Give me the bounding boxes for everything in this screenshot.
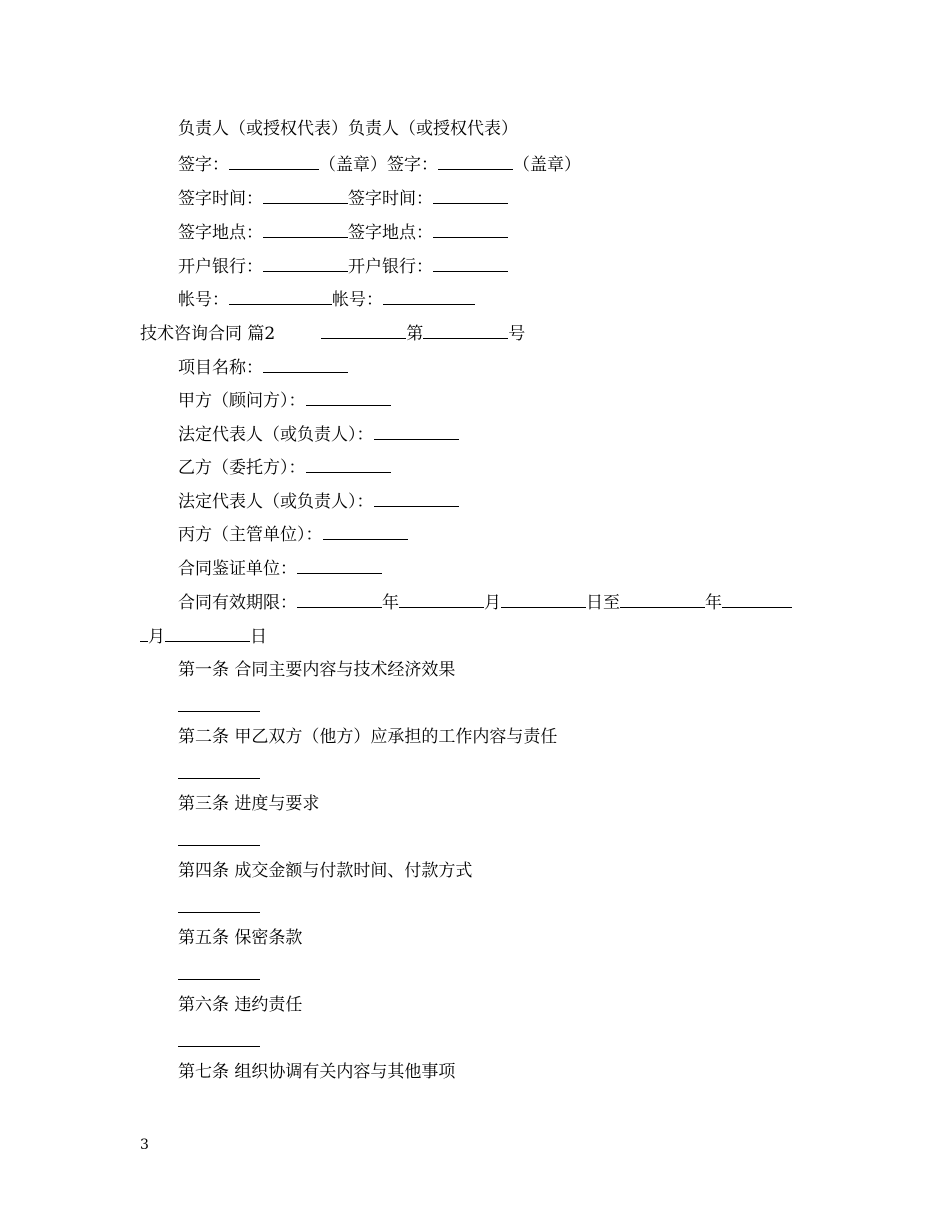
blank [323, 523, 408, 540]
party-a-label: 甲方（顾问方）： [178, 391, 306, 411]
blank [321, 322, 406, 339]
blank [165, 625, 250, 642]
month-2: 月 [148, 627, 165, 647]
blank [433, 221, 508, 238]
project-name-line [178, 356, 348, 378]
legal-rep-b-label: 法定代表人（或负责人）： [178, 492, 374, 512]
article-3-blank [178, 845, 260, 846]
legal-rep-a-label: 法定代表人（或负责人）： [178, 425, 374, 445]
blank [229, 288, 332, 305]
blank [140, 625, 148, 642]
project-name-label: 项目名称： [178, 358, 263, 378]
article-5 [178, 927, 302, 949]
article-3 [178, 793, 319, 815]
article-6-blank [178, 1046, 260, 1047]
year-1: 年 [382, 593, 399, 613]
month-1: 月 [484, 593, 501, 613]
time-label-b: 签字时间： [348, 189, 433, 209]
article-5-blank [178, 979, 260, 980]
article-7 [178, 1061, 455, 1083]
legal-rep-a-line [178, 423, 459, 445]
blank [501, 591, 586, 608]
blank [433, 255, 508, 272]
sign-line [178, 153, 581, 175]
blank [438, 153, 513, 170]
blank [620, 591, 705, 608]
validity-label: 合同有效期限： [178, 593, 297, 613]
blank [433, 187, 508, 204]
bank-label-b: 开户银行： [348, 257, 433, 277]
bank-line [178, 255, 508, 277]
account-label-a: 帐号： [178, 290, 229, 310]
article-4-blank [178, 912, 260, 913]
blank [423, 322, 508, 339]
day-2: 日 [250, 627, 267, 647]
validity-line-cont [140, 625, 267, 647]
responsible-line [178, 118, 518, 140]
verify-unit-line [178, 557, 382, 579]
time-label-a: 签字时间： [178, 189, 263, 209]
blank [297, 591, 382, 608]
validity-line [178, 591, 792, 613]
blank [263, 187, 348, 204]
article-1-text: 第一条 合同主要内容与技术经济效果 [178, 660, 456, 680]
article-7-text: 第七条 组织协调有关内容与其他事项 [178, 1062, 456, 1082]
article-6-text: 第六条 违约责任 [178, 995, 303, 1015]
sign-label-b: 签字： [387, 155, 438, 175]
legal-rep-b-line [178, 490, 459, 512]
blank [263, 356, 348, 373]
party-c-line [178, 523, 408, 545]
sign-time-line [178, 187, 508, 209]
article-1 [178, 659, 455, 681]
blank [374, 423, 459, 440]
article-3-text: 第三条 进度与要求 [178, 794, 320, 814]
article-1-blank [178, 711, 260, 712]
blank [722, 591, 792, 608]
article-2-text: 第二条 甲乙双方（他方）应承担的工作内容与责任 [178, 727, 558, 747]
article-4-text: 第四条 成交金额与付款时间、付款方式 [178, 861, 473, 881]
responsible-text: 负责人（或授权代表）负责人（或授权代表） [178, 119, 518, 139]
article-2 [178, 726, 557, 748]
party-a-line [178, 389, 391, 411]
article-5-text: 第五条 保密条款 [178, 928, 303, 948]
party-c-label: 丙方（主管单位）： [178, 525, 323, 545]
blank [399, 591, 484, 608]
blank [374, 490, 459, 507]
number-hao: 号 [508, 324, 526, 344]
year-2: 年 [705, 593, 722, 613]
contract-heading-line [140, 322, 525, 344]
number-di: 第 [406, 324, 424, 344]
blank [383, 288, 475, 305]
blank [306, 389, 391, 406]
blank [263, 221, 348, 238]
party-b-line [178, 456, 391, 478]
blank [297, 557, 382, 574]
blank [229, 153, 319, 170]
account-label-b: 帐号： [332, 290, 383, 310]
bank-label-a: 开户银行： [178, 257, 263, 277]
verify-unit-label: 合同鉴证单位： [178, 559, 297, 579]
day-to: 日至 [586, 593, 620, 613]
contract-heading: 技术咨询合同 篇2 [140, 324, 276, 344]
blank [306, 456, 391, 473]
place-label-b: 签字地点： [348, 223, 433, 243]
account-line [178, 288, 475, 310]
page-number: 3 [140, 1137, 149, 1153]
place-label-a: 签字地点： [178, 223, 263, 243]
sign-label-a: 签字： [178, 155, 229, 175]
seal-a: （盖章） [319, 155, 387, 175]
seal-b: （盖章） [513, 155, 581, 175]
article-6 [178, 994, 302, 1016]
blank [263, 255, 348, 272]
article-2-blank [178, 778, 260, 779]
article-4 [178, 860, 472, 882]
sign-place-line [178, 221, 508, 243]
party-b-label: 乙方（委托方）： [178, 458, 306, 478]
